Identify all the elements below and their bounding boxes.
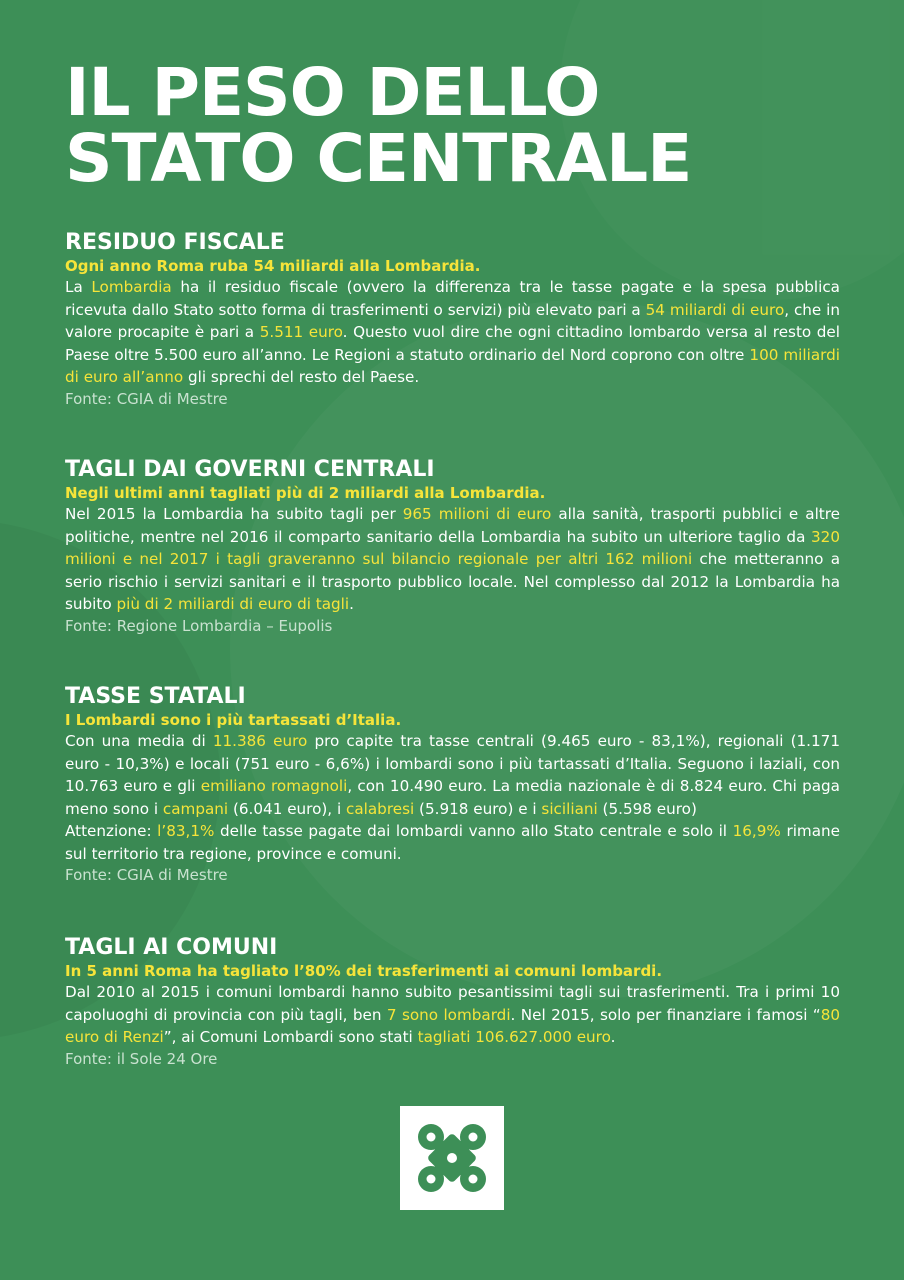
section-source: Fonte: CGIA di Mestre [65, 866, 228, 884]
section-body [65, 730, 840, 820]
body-text: Nel 2015 la Lombardia ha subito tagli per [65, 505, 403, 523]
page-title-line: STATO CENTRALE [65, 120, 692, 197]
body-text: (6.041 euro), i [228, 799, 346, 818]
section-body [65, 503, 840, 616]
highlight-text: 965 milioni di euro [402, 505, 552, 523]
highlight-text: l’83,1% [157, 822, 215, 840]
highlight-text: 5.511 euro [259, 323, 343, 341]
section-lead: In 5 anni Roma ha tagliato l’80% dei trasferimenti ai comuni lombardi. [65, 962, 663, 980]
body-text: gli sprechi del resto del Paese. [183, 368, 420, 386]
highlight-text: 80 euro di Renzi [65, 1005, 841, 1046]
logo [400, 1106, 504, 1210]
section-tagli-governi-centrali [65, 457, 840, 637]
highlight-text: calabresi [346, 799, 415, 818]
page-title [65, 54, 692, 197]
section-body-note [65, 820, 840, 865]
body-text: Dal 2010 al 2015 i comuni lombardi hanno subito pesantissimi tagli sui trasferimenti. Tra i primi 10 capoluoghi di provincia con più tagli, ben [65, 983, 840, 1024]
highlight-text: campani [162, 799, 229, 818]
body-text: . Nel 2015, solo per finanziare i famosi “ [510, 1005, 821, 1024]
section-heading: RESIDUO FISCALE [65, 230, 285, 255]
section-lead: Ogni anno Roma ruba 54 miliardi alla Lombardia. [65, 257, 481, 275]
body-text: Con una media di [65, 732, 213, 750]
body-text: ”, ai Comuni Lombardi sono stati [163, 1028, 418, 1046]
section-heading: TAGLI AI COMUNI [65, 935, 278, 960]
section-lead: Negli ultimi anni tagliati più di 2 miliardi alla Lombardia. [65, 484, 546, 502]
body-text: , che in valore procapite è pari a [65, 300, 840, 341]
highlight-text: Lombardia [91, 278, 172, 296]
section-tagli-comuni [65, 935, 840, 1070]
body-text: ha il residuo fiscale (ovvero la differenza tra le tasse pagate e la spesa pubblica ricevuta dallo Stato sotto forma di trasferimenti o servizi) più elevato pari a [65, 278, 840, 319]
highlight-text: 100 miliardi di euro all’anno [65, 345, 840, 386]
body-text: , con 10.490 euro. La media nazionale è di 8.824 euro. Chi paga meno sono i [65, 777, 840, 818]
section-source: Fonte: CGIA di Mestre [65, 389, 228, 408]
highlight-text: emiliano romagnoli [200, 777, 348, 795]
section-residuo-fiscale [65, 230, 840, 410]
highlight-text: tagliati 106.627.000 euro [417, 1028, 611, 1046]
page-title-line: IL PESO DELLO [65, 54, 600, 131]
highlight-text: più di 2 miliardi di euro di tagli [116, 595, 350, 613]
body-text: . Questo vuol dire che ogni cittadino lombardo versa al resto del Paese oltre 5.500 euro all’anno. Le Regioni a statuto ordinario del Nord coprono con oltre [65, 323, 840, 364]
body-text: pro capite tra tasse centrali (9.465 euro - 83,1%), regionali (1.171 euro - 10,3%) e locali (751 euro - 6,6%) i lombardi sono i più tartassati d’Italia. Seguono i laziali, con 10.763 euro e gli [65, 732, 840, 795]
highlight-text: 54 miliardi di euro [645, 300, 785, 319]
highlight-text: 11.386 euro [212, 732, 308, 750]
highlight-text: 320 milioni e nel 2017 i tagli graveranno sul bilancio regionale per altri 162 milioni [65, 527, 840, 568]
section-tasse-statali [65, 684, 840, 886]
body-text: delle tasse pagate dai lombardi vanno allo Stato centrale e solo il [214, 822, 733, 840]
body-text: (5.598 euro) [597, 799, 697, 818]
body-text: rimane sul territorio tra regione, province e comuni. [65, 822, 840, 863]
section-body [65, 276, 840, 389]
body-text: Attenzione: [65, 822, 158, 840]
body-text: che metteranno a serio rischio i servizi sanitari e il trasporto pubblico locale. Nel complesso dal 2012 la Lombardia ha subito [65, 550, 840, 613]
lombardia-rose-icon [400, 1106, 504, 1210]
body-text: . [610, 1028, 616, 1046]
body-text: (5.918 euro) e i [414, 799, 542, 818]
section-lead: I Lombardi sono i più tartassati d’Italia. [65, 711, 402, 729]
highlight-text: siciliani [541, 799, 598, 818]
section-heading: TAGLI DAI GOVERNI CENTRALI [65, 457, 435, 482]
section-heading: TASSE STATALI [65, 684, 246, 709]
body-text: . [349, 595, 354, 613]
highlight-text: 7 sono lombardi [386, 1005, 511, 1024]
section-source: Fonte: Regione Lombardia – Eupolis [65, 616, 333, 635]
highlight-text: 16,9% [732, 822, 781, 840]
body-text: La [65, 278, 92, 296]
body-text: alla sanità, trasporti pubblici e altre politiche, mentre nel 2016 il comparto sanitario della Lombardia ha subito un ulteriore taglio da [65, 505, 841, 546]
section-body [65, 981, 840, 1049]
section-source: Fonte: il Sole 24 Ore [65, 1049, 218, 1068]
